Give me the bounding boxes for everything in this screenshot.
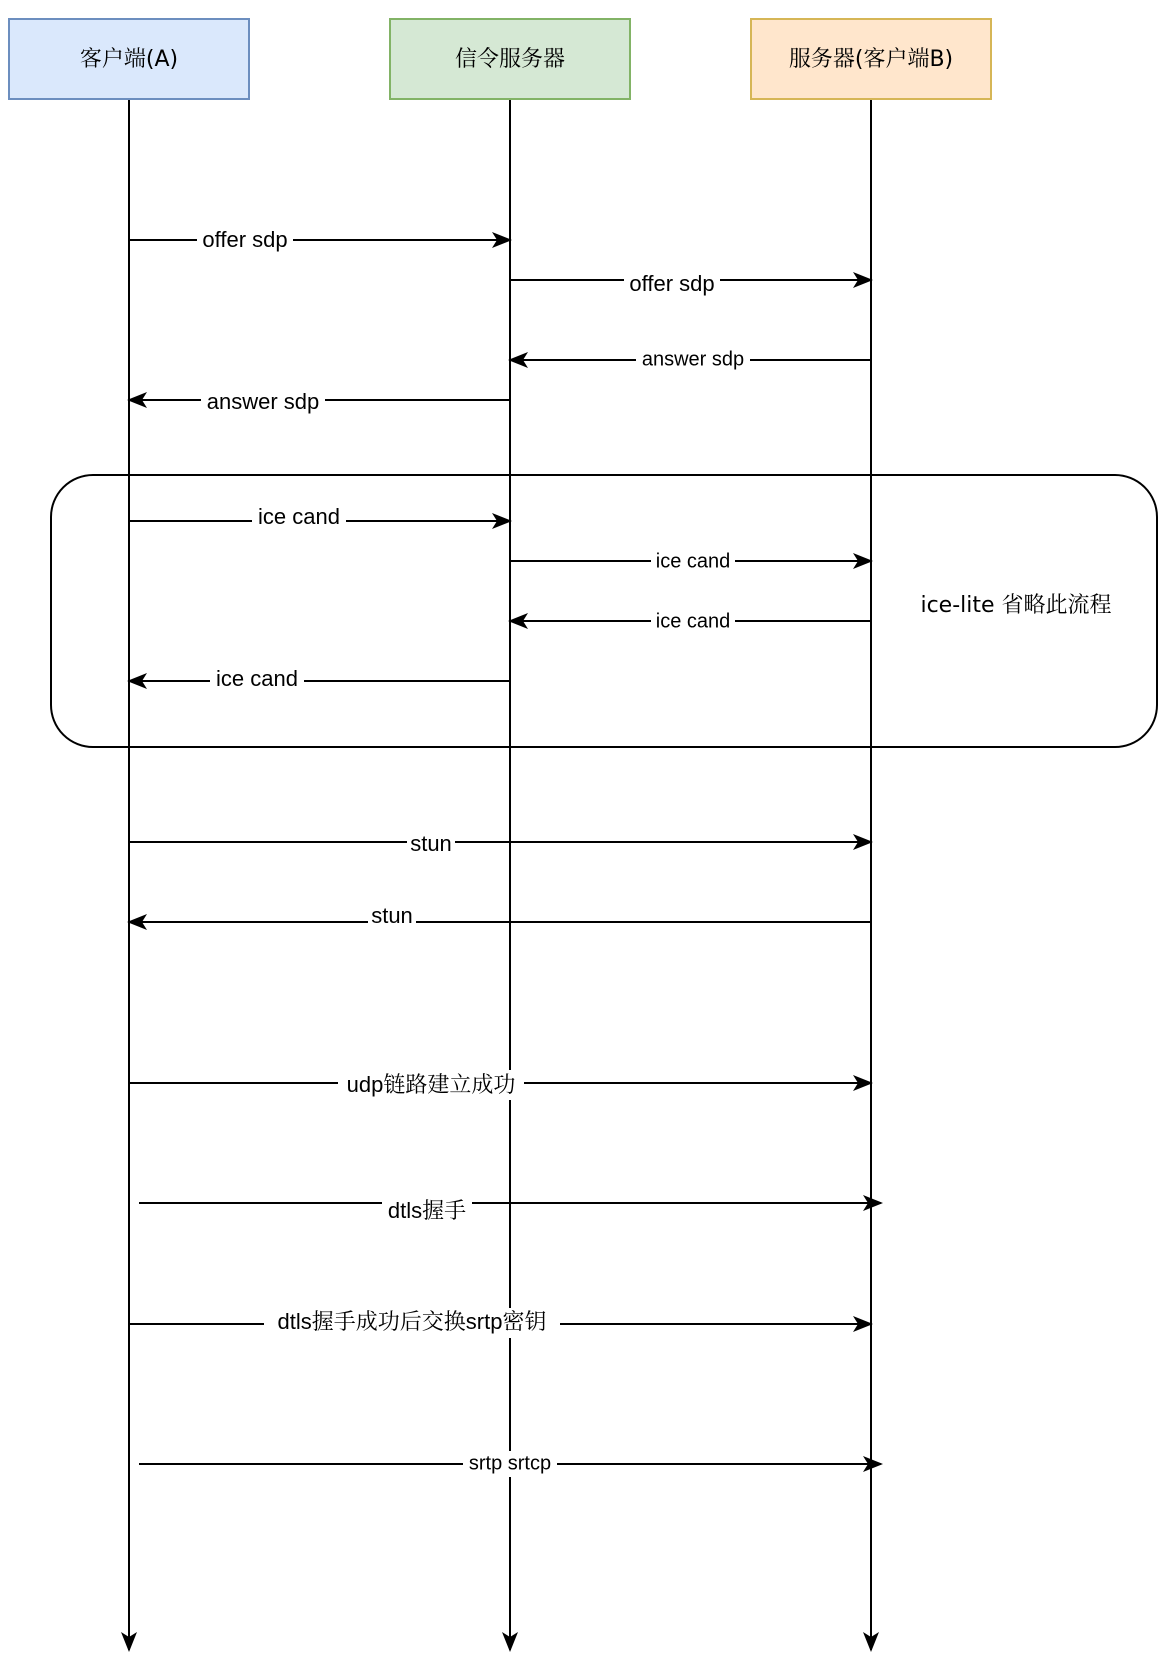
message-answer-sdp-s-to-a — [129, 388, 510, 416]
message-label: dtls握手成功后交换srtp密钥 — [277, 1308, 547, 1334]
message-label: udp链路建立成功 — [346, 1071, 516, 1097]
message-offer-sdp-s-to-b — [510, 271, 871, 299]
message-offer-sdp-a-to-s — [129, 226, 510, 254]
participant-label: 信令服务器 — [454, 47, 566, 72]
message-ice-cand-b-to-s — [510, 609, 871, 635]
ice-group — [51, 475, 1157, 747]
message-label: ice cand — [655, 550, 731, 573]
participant-label: 服务器(客户端B) — [788, 47, 954, 72]
message-label: stun — [371, 902, 413, 928]
message-stun-b-to-a — [129, 902, 871, 930]
message-dtls-srtp-key-exchange — [129, 1308, 871, 1338]
message-ice-cand-a-to-s — [129, 504, 510, 532]
message-srtp-srtcp — [139, 1451, 881, 1477]
message-label: stun — [410, 830, 452, 856]
message-label: offer sdp — [629, 270, 715, 296]
message-label: ice cand — [655, 610, 731, 633]
message-label: ice cand — [216, 665, 298, 691]
participant-signaling-server — [390, 19, 630, 99]
participant-label: 客户端(A) — [79, 47, 179, 72]
participant-client-a — [9, 19, 249, 99]
message-stun-a-to-b — [129, 830, 871, 858]
message-label: answer sdp — [641, 348, 745, 371]
message-udp-established — [129, 1070, 871, 1100]
message-label: offer sdp — [202, 226, 288, 252]
message-answer-sdp-b-to-s — [510, 347, 871, 373]
message-label: srtp srtcp — [468, 1452, 552, 1475]
message-label: answer sdp — [206, 388, 320, 414]
message-label: ice cand — [258, 503, 340, 529]
message-label: dtls握手 — [387, 1197, 467, 1223]
ice-group-note: ice-lite 省略此流程 — [920, 593, 1112, 618]
participant-server-b — [751, 19, 991, 99]
message-ice-cand-s-to-a — [129, 666, 510, 694]
message-ice-cand-s-to-b — [510, 548, 871, 574]
